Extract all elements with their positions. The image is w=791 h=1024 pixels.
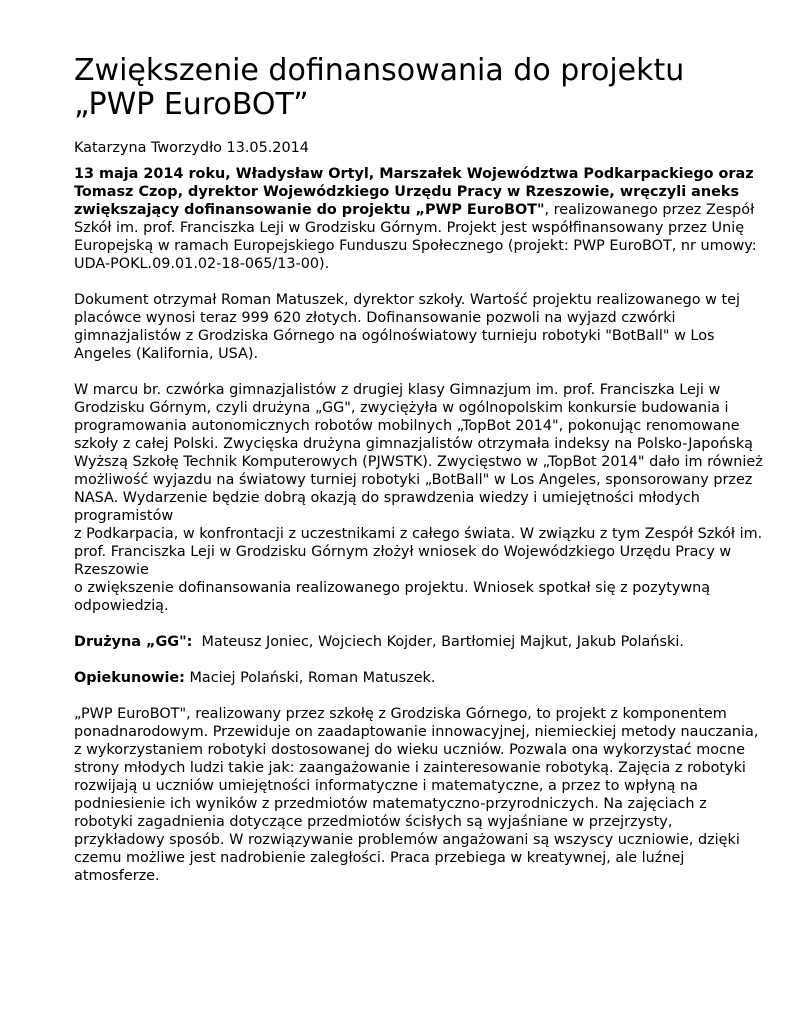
paragraph-competition-part-2: z Podkarpacia, w konfrontacji z uczestnikami z całego świata. W związku z tym Zespół Szkół im. prof. Franciszka Leji w Grodzisku Górnym złożył wniosek do Wojewódzkiego Urzędu Pracy w Rzeszowie [74,526,763,578]
title-line-2: „PWP EuroBOT” [74,87,309,122]
paragraph-competition-part-3: o zwiększenie dofinansowania realizowanego projektu. Wniosek spotkał się z pozytywną odpowiedzią. [74,580,711,614]
paragraph-project-description: „PWP EuroBOT", realizowany przez szkołę z Grodziska Górnego, to projekt z komponentem ponadnarodowym. Przewiduje on zaadaptowanie innowacyjnej, niemieckiej metody nauczania, z wykorzystaniem robotyki dostosowanej do wieku uczniów. Pozwala ona wykorzystać mocne strony młodych ludzi takie jak: zaangażowanie i zainteresowanie robotyką. Zajęcia z robotyki rozwijają u uczniów umiejętności informatyczne i matematyczne, a przez to wpłyną na podniesienie ich wyników z przedmiotów matematyczno-przyrodniczych. Na zajęciach z robotyki zagadnienia dotyczące przedmiotów ścisłych są wyjaśniane w przejrzysty, przykładowy sposób. W rozwiązywanie problemów angażowani są wszyscy uczniowie, dzięki czemu możliwe jest nadrobienie zaległości. Praca przebiega w kreatywnej, ale luźnej atmosferze. [74,706,759,884]
document-page [74,54,764,885]
team-line [74,633,764,651]
byline: Katarzyna Tworzydło 13.05.2014 [74,140,309,156]
tutors-line [74,669,764,687]
paragraph-competition [74,381,764,615]
article-title [74,54,764,122]
tutors-label: Opiekunowie: [74,670,185,686]
paragraph-competition-part-1: W marcu br. czwórka gimnazjalistów z drugiej klasy Gimnazjum im. prof. Franciszka Leji w Grodzisku Górnym, czyli drużyna „GG", zwyciężyła w ogólnopolskim konkursie budowania i programowania autonomicznych robotów mobilnych „TopBot 2014", pokonując renomowane szkoły z całej Polski. Zwycięska drużyna gimnazjalistów otrzymała indeksy na Polsko-Japońską Wyższą Szkołę Technik Komputerowych (PJWSTK). Zwycięstwo w „TopBot 2014" dało im również możliwość wyjazdu na światowy turniej robotyki „BotBall" w Los Angeles, sponsorowany przez NASA. Wydarzenie będzie dobrą okazją do sprawdzenia wiedzy i umiejętności młodych programistów [74,382,763,524]
title-line-1: Zwiększenie dofinansowania do projektu [74,53,685,88]
paragraph-document-info: Dokument otrzymał Roman Matuszek, dyrektor szkoły. Wartość projektu realizowanego w tej placówce wynosi teraz 999 620 złotych. Dofinansowanie pozwoli na wyjazd czwórki gimnazjalistów z Grodziska Górnego na ogólnoświatowy turnieju robotyki "BotBall" w Los Angeles (Kalifornia, USA). [74,292,740,362]
tutors-names: Maciej Polański, Roman Matuszek. [184,670,436,686]
team-members: Mateusz Joniec, Wojciech Kojder, Bartłomiej Majkut, Jakub Polański. [192,634,684,650]
lead-bold-text: 13 maja 2014 roku, Władysław Ortyl, Marszałek Województwa Podkarpackiego oraz Tomasz Czop, dyrektor Wojewódzkiego Urzędu Pracy w Rzeszowie, wręczyli aneks zwiększający dofinansowanie do projektu „PWP EuroBOT" [74,166,754,218]
team-label: Drużyna „GG": [74,634,193,650]
lead-rest-text: , realizowanego przez Zespół Szkół im. prof. Franciszka Leji w Grodzisku Górnym. Projekt jest współfinansowany przez Unię Europejską w ramach Europejskiego Funduszu Społecznego (projekt: PWP EuroBOT, nr umowy: UDA-POKL.09.01.02-18-065/13-00). [74,202,757,272]
lead-paragraph [74,165,764,273]
